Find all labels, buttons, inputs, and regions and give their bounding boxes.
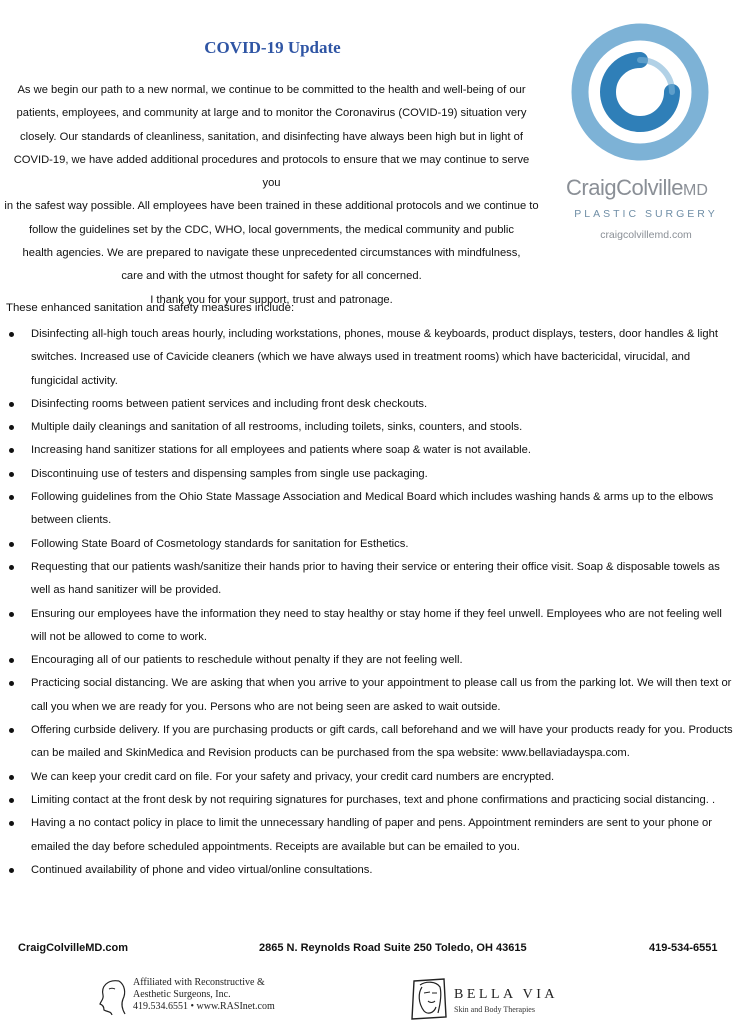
list-item: Limiting contact at the front desk by not requiring signatures for purchases, text and phone confirmations and practicing social distancing. .: [8, 789, 733, 812]
bella-via-tagline: Skin and Body Therapies: [454, 1005, 535, 1014]
list-item: Having a no contact policy in place to limit the unnecessary handling of paper and pens. Appointment reminders are sent to your phone or emailed the day before scheduled appointments. Receipts are available but can be emailed to you.: [8, 812, 733, 859]
list-item: We can keep your credit card on file. For your safety and privacy, your credit card numbers are encrypted.: [8, 766, 733, 789]
bella-via-block: [408, 975, 558, 1023]
list-item: Continued availability of phone and video virtual/online consultations.: [8, 859, 733, 882]
logo-wordmark: [566, 175, 742, 201]
logo-outer-ring: [580, 32, 700, 152]
list-item: Increasing hand sanitizer stations for all employees and patients where soap & water is not available.: [8, 439, 733, 462]
list-item: Practicing social distancing. We are asking that when you arrive to your appointment to please call us from the parking lot. We will then text or call you when we are ready for you. Persons who are not being seen are asked to wait outside.: [8, 672, 733, 719]
intro-line: I thank you for your support, trust and patronage.: [150, 293, 393, 306]
footer-phone: 419-534-6551: [649, 942, 718, 954]
logo-name: CraigColville: [566, 175, 683, 200]
list-item: Multiple daily cleanings and sanitation of all restrooms, including toilets, sinks, counters, and stools.: [8, 416, 733, 439]
intro-line: health agencies. We are prepared to navigate these unprecedented circumstances with mindfulness,: [22, 247, 521, 260]
affiliation-line: Affiliated with Reconstructive &: [133, 977, 265, 988]
bella-via-face-icon: [408, 975, 450, 1021]
list-item: Discontinuing use of testers and dispensing samples from single use packaging.: [8, 463, 733, 486]
measures-heading: These enhanced sanitation and safety measures include:: [6, 302, 295, 314]
list-item: Requesting that our patients wash/sanitize their hands prior to having their service or entering their office visit. Soap & disposable towels as well as hand sanitizer will be provided.: [8, 556, 733, 603]
measures-list: [8, 323, 733, 882]
intro-line: in the safest way possible. All employees have been trained in these additional protocols and we continue to: [4, 200, 539, 213]
face-profile-icon: [95, 977, 129, 1017]
intro-line: patients, employees, and community at large and to monitor the Coronavirus (COVID-19) situation very: [16, 107, 527, 120]
affiliation-block: [95, 975, 295, 1020]
list-item: Disinfecting all-high touch areas hourly, including workstations, phones, mouse & keyboards, product displays, testers, door handles & light switches. Increased use of Cavicide cleaners (which we have always used in treatment rooms) which have bactericidal, virucidal, and fungicidal activity.: [8, 323, 733, 393]
intro-line: follow the guidelines set by the CDC, WHO, local governments, the medical community and public: [28, 223, 514, 236]
affiliation-text: [133, 977, 298, 1013]
logo-suffix: MD: [682, 182, 708, 199]
list-item: Disinfecting rooms between patient services and including front desk checkouts.: [8, 393, 733, 416]
intro-paragraph: [4, 79, 539, 312]
affiliation-line: 419.534.6551 • www.RASInet.com: [133, 1001, 275, 1012]
list-item: Offering curbside delivery. If you are purchasing products or gift cards, call beforehand and we will have your products ready for you. Products can be mailed and SkinMedica and Revision products can be purchased from the spa website: www.bellaviadayspa.com.: [8, 719, 733, 766]
footer-address: 2865 N. Reynolds Road Suite 250 Toledo, OH 43615: [259, 942, 527, 954]
intro-line: closely. Our standards of cleanliness, sanitation, and disinfecting have always been high but in light of: [20, 130, 523, 143]
list-item: Ensuring our employees have the information they need to stay healthy or stay home if they feel unwell. Employees who are not feeling well will not be allowed to come to work.: [8, 603, 733, 650]
intro-line: care and with the utmost thought for safety for all concerned.: [121, 270, 422, 283]
intro-line: As we begin our path to a new normal, we continue to be committed to the health and well-being of our: [17, 84, 526, 96]
footer-website: CraigColvilleMD.com: [18, 942, 129, 954]
list-item: Following State Board of Cosmetology standards for sanitation for Esthetics.: [8, 533, 733, 556]
logo-subtitle: PLASTIC SURGERY: [574, 208, 718, 220]
bella-via-name: BELLA VIA: [454, 987, 558, 1002]
list-item: Encouraging all of our patients to reschedule without penalty if they are not feeling well.: [8, 649, 733, 672]
list-item: Following guidelines from the Ohio State Massage Association and Medical Board which includes washing hands & arms up to the elbows between clients.: [8, 486, 733, 533]
intro-line: COVID-19, we have added additional procedures and protocols to ensure that we may continue to serve you: [13, 153, 530, 190]
logo-url: craigcolvillemd.com: [600, 229, 692, 241]
affiliation-line: Aesthetic Surgeons, Inc.: [133, 989, 231, 1000]
page-title: COVID-19 Update: [204, 38, 341, 57]
